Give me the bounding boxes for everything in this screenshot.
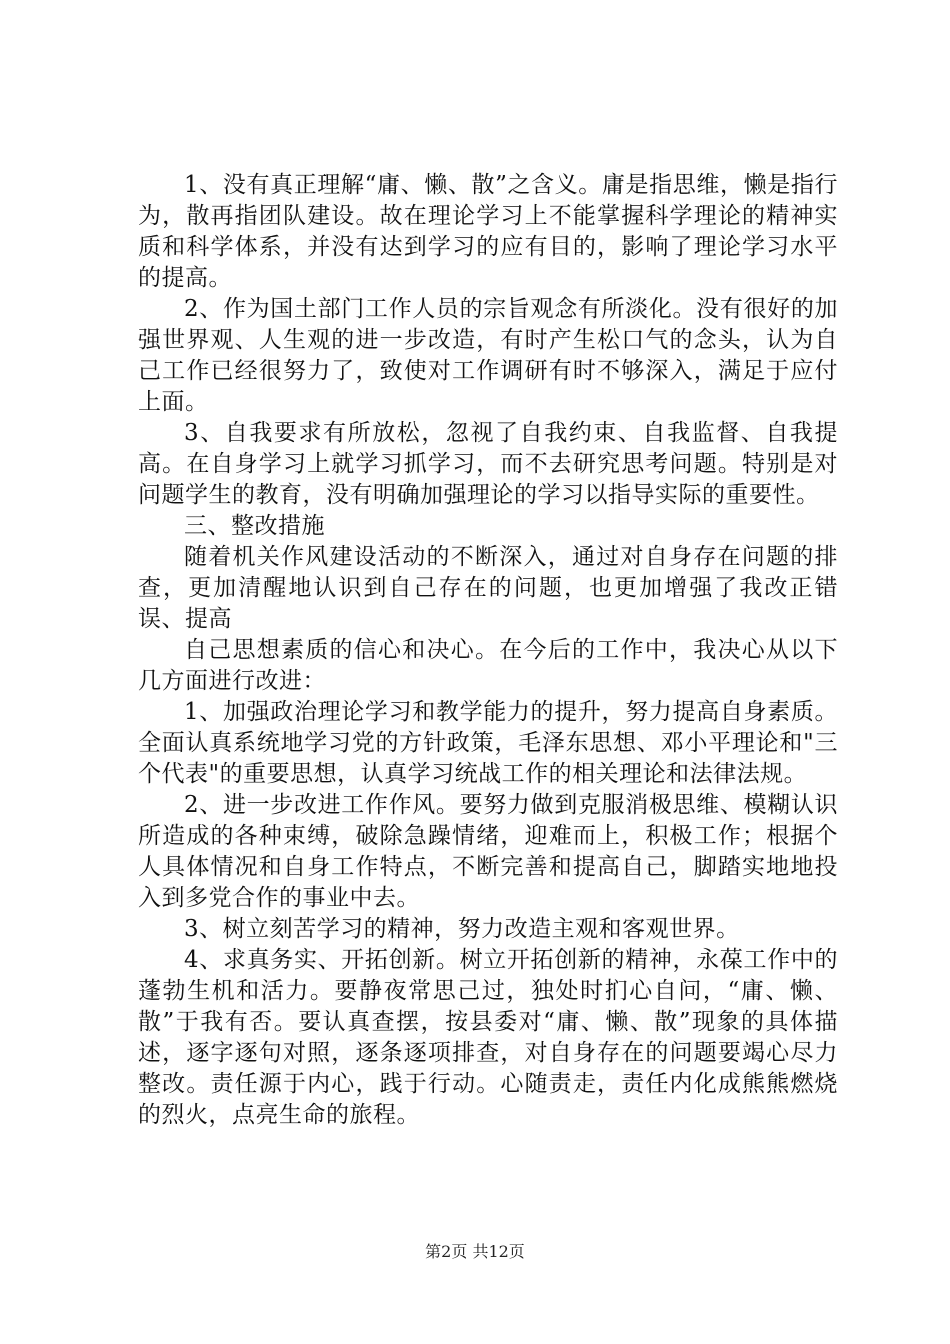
paragraph-measure-4: 4、求真务实、开拓创新。树立开拓创新的精神，永葆工作中的蓬勃生机和活力。要静夜常思己过，独处时扪心自问，“庸、懒、散”于我有否。要认真查摆，按县委对“庸、懒、散”现象的具体描述，逐字逐句对照，逐条逐项排查，对自身存在的问题要竭心尽力整改。责任源于内心，践于行动。心随责走，责任内化成熊熊燃烧的烈火，点亮生命的旅程。: [138, 947, 838, 1128]
page-footer: 第2页 共12页: [425, 1242, 525, 1261]
paragraph-self-requirement: 3、自我要求有所放松，忽视了自我约束、自我监督、自我提高。在自身学习上就学习抓学习，而不去研究思考问题。特别是对问题学生的教育，没有明确加强理论的学习以指导实际的重要性。: [138, 420, 838, 508]
paragraph-purpose: 2、作为国土部门工作人员的宗旨观念有所淡化。没有很好的加强世界观、人生观的进一步改造，有时产生松口气的念头，认为自己工作已经很努力了，致使对工作调研有时不够深入，满足于应付上面。: [138, 296, 838, 415]
section-heading-rectification: 三、整改措施: [184, 513, 325, 539]
paragraph-measure-2: 2、进一步改进工作作风。要努力做到克服消极思维、模糊认识所造成的各种束缚，破除急躁情绪，迎难而上，积极工作；根据个人具体情况和自身工作特点，不断完善和提高自己，脚踏实地地投入到多党合作的事业中去。: [138, 792, 838, 911]
paragraph-intro: 随着机关作风建设活动的不断深入，通过对自身存在问题的排查，更加清醒地认识到自己存在的问题，也更加增强了我改正错误、提高: [138, 544, 838, 632]
document-body: [138, 170, 838, 1131]
paragraph-measure-3: 3、树立刻苦学习的精神，努力改造主观和客观世界。: [184, 916, 740, 942]
paragraph-understanding: 1、没有真正理解“庸、懒、散”之含义。庸是指思维，懒是指行为，散再指团队建设。故在理论学习上不能掌握科学理论的精神实质和科学体系，并没有达到学习的应有目的，影响了理论学习水平的提高。: [138, 172, 838, 291]
paragraph-intro-continued: 自己思想素质的信心和决心。在今后的工作中，我决心从以下几方面进行改进：: [138, 637, 838, 694]
paragraph-measure-1: 1、加强政治理论学习和教学能力的提升，努力提高自身素质。全面认真系统地学习党的方针政策，毛泽东思想、邓小平理论和"三个代表"的重要思想，认真学习统战工作的相关理论和法律法规。: [138, 699, 838, 787]
